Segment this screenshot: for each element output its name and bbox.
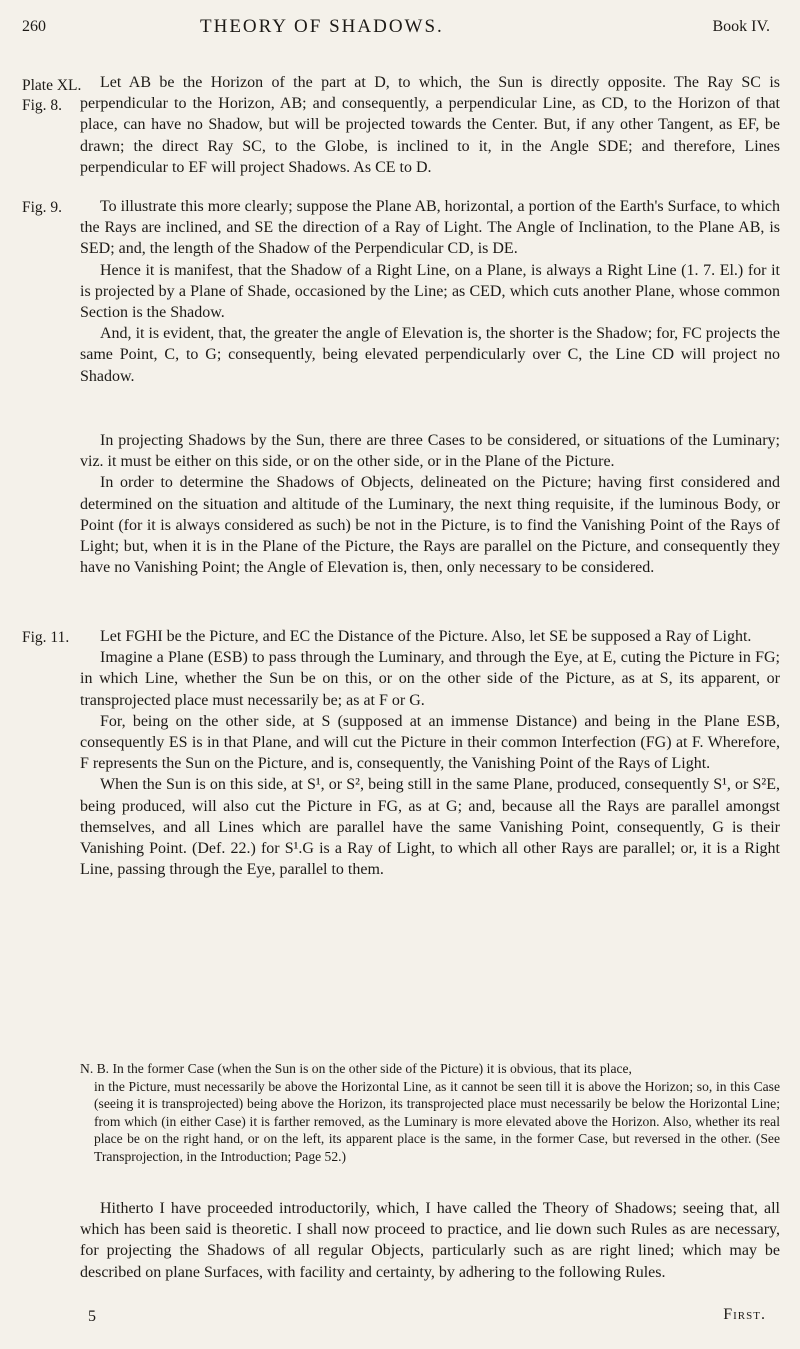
paragraph: Let FGHI be the Picture, and EC the Distance of the Picture. Also, let SE be supposed a Ray of Light. bbox=[100, 628, 752, 645]
paragraph: In order to determine the Shadows of Objects, delineated on the Picture; having first considered and determined on the situation and altitude of the Luminary, the next thing requisite, if the luminous Body, or Point (for it is always considered as such) be not in the Picture, is to find the Vanishing Point of the Rays of Light; but, when it is in the Plane of the Picture, the Rays are parallel on the Picture, and consequently they have no Vanishing Point; the Angle of Elevation is, then, only necessary to be considered. bbox=[80, 474, 780, 577]
text-block-5 bbox=[80, 1198, 780, 1283]
footnote-lead: N. B. In the former Case (when the Sun is on the other side of the Picture) it is obvious, that its place, bbox=[80, 1061, 632, 1076]
paragraph: Imagine a Plane (ESB) to pass through the Luminary, and through the Eye, at E, cuting the Picture in FG; in which Line, whether the Sun be on this, or on the other side of the Picture, as at S, its apparent, or transprojected place must necessarily be; as at F or G. bbox=[80, 649, 780, 709]
paragraph: In projecting Shadows by the Sun, there are three Cases to be considered, or situations of the Luminary; viz. it must be either on this side, or on the other side, or in the Plane of the Picture. bbox=[80, 432, 780, 471]
running-title: THEORY OF SHADOWS. bbox=[200, 16, 444, 37]
page-footer bbox=[0, 1306, 800, 1332]
margin-fig-11: Fig. 11. bbox=[22, 629, 70, 646]
paragraph: For, being on the other side, at S (supposed at an immense Distance) and being in the Plane ESB, consequently ES is in that Plane, and will cut the Picture in their common Interfection (FG) at F. Wherefore, F represents the Sun on the Picture, and is, consequently, the Vanishing Point of the Rays of Light. bbox=[80, 712, 780, 773]
paragraph: Hitherto I have proceeded introductorily, which, I have called the Theory of Shadows; seeing that, all which has been said is theoretic. I shall now proceed to practice, and lie down such Rules as are necessary, for projecting the Shadows of all regular Objects, particularly such as are right lined; which may be described on plane Surfaces, with facility and certainty, by adhering to the following Rules. bbox=[80, 1200, 780, 1281]
running-header bbox=[0, 16, 800, 40]
margin-fig-8: Fig. 8. bbox=[22, 97, 63, 114]
page-number: 260 bbox=[22, 18, 46, 35]
text-block-1 bbox=[80, 72, 780, 178]
paragraph: Hence it is manifest, that the Shadow of a Right Line, on a Plane, is always a Right Line (1. 7. El.) for it is projected by a Plane of Shade, occasioned by the Line; as CED, which cuts another Plane, whose common Section is the Shadow. bbox=[80, 261, 780, 322]
signature-mark: 5 bbox=[88, 1308, 96, 1325]
paragraph: To illustrate this more clearly; suppose the Plane AB, horizontal, a portion of the Earth's Surface, to which the Rays are inclined, and SE the direction of a Ray of Light. The Angle of Inclination, to the Plane AB, is SED; and, the length of the Shadow of the Perpendicular CD, is DE. bbox=[80, 198, 780, 258]
margin-plate: Plate XL. bbox=[22, 77, 82, 94]
catchword: First. bbox=[723, 1306, 766, 1323]
text-block-2 bbox=[80, 196, 780, 387]
paragraph: Let AB be the Horizon of the part at D, to which, the Sun is directly opposite. The Ray SC is perpendicular to the Horizon, AB; and consequently, a perpendicular Line, as CD, to the Horizon of that place, can have no Shadow, but will be projected towards the Center. But, if any other Tangent, as EF, be drawn; the direct Ray SC, to the Globe, is inclined to it, in the Angle SDE; and therefore, Lines perpendicular to EF will project Shadows. As CE to D. bbox=[80, 74, 780, 176]
text-block-4 bbox=[80, 626, 780, 880]
footnote bbox=[80, 1060, 780, 1165]
paragraph: When the Sun is on this side, at S¹, or S², being still in the same Plane, produced, consequently S¹, or S²E, being produced, will also cut the Picture in FG, as at G; and, because all the Rays are parallel amongst themselves, and all Lines which are parallel have the same Vanishing Point, consequently, G is their Vanishing Point. (Def. 22.) for S¹.G is a Ray of Light, to which all other Rays are parallel; or, it is a Right Line, passing through the Eye, parallel to them. bbox=[80, 776, 780, 879]
text-block-3 bbox=[80, 430, 780, 578]
margin-fig-9: Fig. 9. bbox=[22, 199, 63, 216]
footnote-body: in the Picture, must necessarily be above the Horizontal Line, as it cannot be seen till it is above the Horizon; so, in this Case (seeing it is transprojected) being above the Horizon, its transprojected place must necessarily be below the Horizontal Line; from which (in either Case) it is farther removed, as the Luminary is more elevated above the Horizon. Also, whether its real place be on the right hand, or on the left, its apparent place is the same, in the former Case, but reversed in the other. (See Transprojection, in the Introduction; Page 52.) bbox=[94, 1078, 780, 1164]
paragraph: And, it is evident, that, the greater the angle of Elevation is, the shorter is the Shadow; for, FC projects the same Point, C, to G; consequently, being elevated perpendicularly over C, the Line CD will project no Shadow. bbox=[80, 325, 780, 385]
book-label: Book IV. bbox=[712, 18, 770, 35]
